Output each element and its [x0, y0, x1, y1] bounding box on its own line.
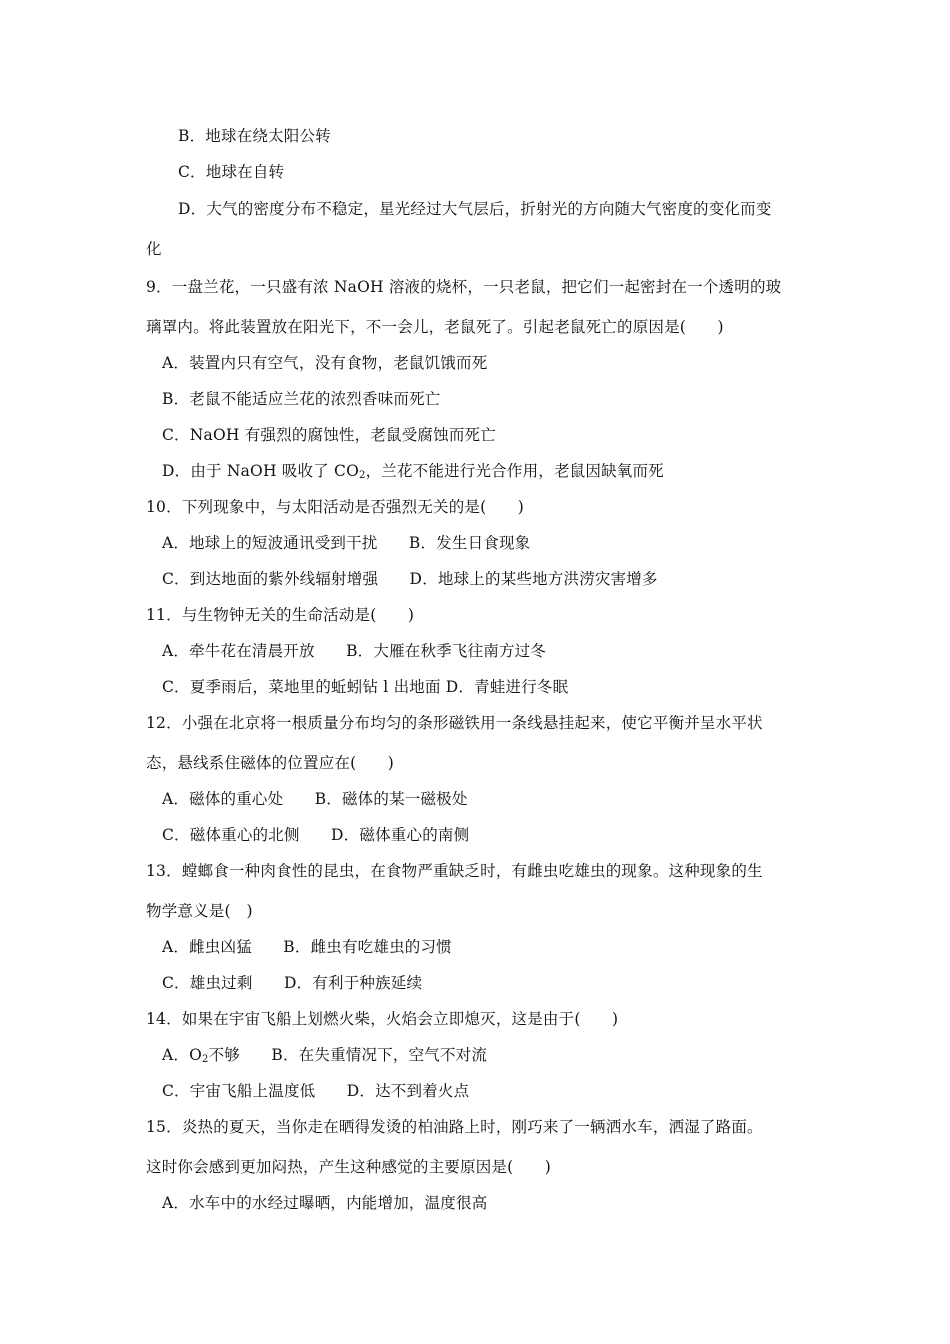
q14-options-row2: C．宇宙飞船上温度低 D．达不到着火点	[162, 1082, 470, 1100]
q13-stem-cont: 物学意义是( )	[146, 902, 253, 920]
q12-stem: 12．小强在北京将一根质量分布均匀的条形磁铁用一条线悬挂起来，使它平衡并呈水平状	[146, 714, 763, 732]
q15-option-a: A．水车中的水经过曝晒，内能增加，温度很高	[162, 1194, 488, 1212]
q8-option-b: B．地球在绕太阳公转	[178, 127, 331, 145]
q14-options-row1	[162, 1045, 487, 1065]
q10-options-row1: A．地球上的短波通讯受到干扰 B．发生日食现象	[162, 534, 531, 552]
q8-option-d-cont: 化	[146, 240, 162, 258]
q11-stem: 11．与生物钟无关的生命活动是( )	[146, 606, 415, 624]
q12-options-row1: A．磁体的重心处 B．磁体的某一磁极处	[162, 790, 468, 808]
q14-stem: 14．如果在宇宙飞船上划燃火柴，火焰会立即熄灭，这是由于( )	[146, 1010, 619, 1028]
q8-option-d: D．大气的密度分布不稳定，星光经过大气层后，折射光的方向随大气密度的变化而变	[178, 200, 772, 218]
q15-stem-cont: 这时你会感到更加闷热，产生这种感觉的主要原因是( )	[146, 1158, 551, 1176]
q13-options-row1: A．雌虫凶猛 B．雌虫有吃雄虫的习惯	[162, 938, 452, 956]
q12-options-row2: C．磁体重心的北侧 D．磁体重心的南侧	[162, 826, 470, 844]
q9-option-c: C．NaOH 有强烈的腐蚀性，老鼠受腐蚀而死亡	[162, 426, 496, 444]
q9-option-a: A．装置内只有空气，没有食物，老鼠饥饿而死	[162, 354, 488, 372]
q9-stem-cont: 璃罩内。将此装置放在阳光下，不一会儿，老鼠死了。引起老鼠死亡的原因是( )	[146, 318, 724, 336]
q8-option-c: C．地球在自转	[178, 163, 285, 181]
q10-stem: 10．下列现象中，与太阳活动是否强烈无关的是( )	[146, 498, 525, 516]
q9-option-d	[162, 461, 664, 481]
q14-option-a-text: A．O	[162, 1046, 203, 1064]
q14-options-row1-rest: 不够 B．在失重情况下，空气不对流	[208, 1046, 488, 1064]
q12-stem-cont: 态，悬线系住磁体的位置应在( )	[146, 754, 394, 772]
subscript: 2	[202, 1054, 209, 1065]
q13-stem: 13．螳螂食一种肉食性的昆虫，在食物严重缺乏时，有雌虫吃雄虫的现象。这种现象的生	[146, 862, 763, 880]
subscript: 2	[359, 470, 366, 481]
q11-options-row1: A．牵牛花在清晨开放 B．大雁在秋季飞往南方过冬	[162, 642, 547, 660]
q10-options-row2: C．到达地面的紫外线辐射增强 D．地球上的某些地方洪涝灾害增多	[162, 570, 658, 588]
q15-stem: 15．炎热的夏天，当你走在晒得发烫的柏油路上时，刚巧来了一辆洒水车，洒湿了路面。	[146, 1118, 763, 1136]
q9-stem: 9．一盘兰花，一只盛有浓 NaOH 溶液的烧杯，一只老鼠，把它们一起密封在一个透明的玻	[146, 278, 782, 296]
q9-option-b: B．老鼠不能适应兰花的浓烈香味而死亡	[162, 390, 441, 408]
q9-option-d-text-end: ，兰花不能进行光合作用，老鼠因缺氧而死	[365, 462, 664, 480]
q9-option-d-text: D．由于 NaOH 吸收了 CO	[162, 462, 360, 480]
q13-options-row2: C．雄虫过剩 D．有利于种族延续	[162, 974, 423, 992]
q11-options-row2: C．夏季雨后，菜地里的蚯蚓钻 l 出地面 D．青蛙进行冬眠	[162, 678, 569, 696]
